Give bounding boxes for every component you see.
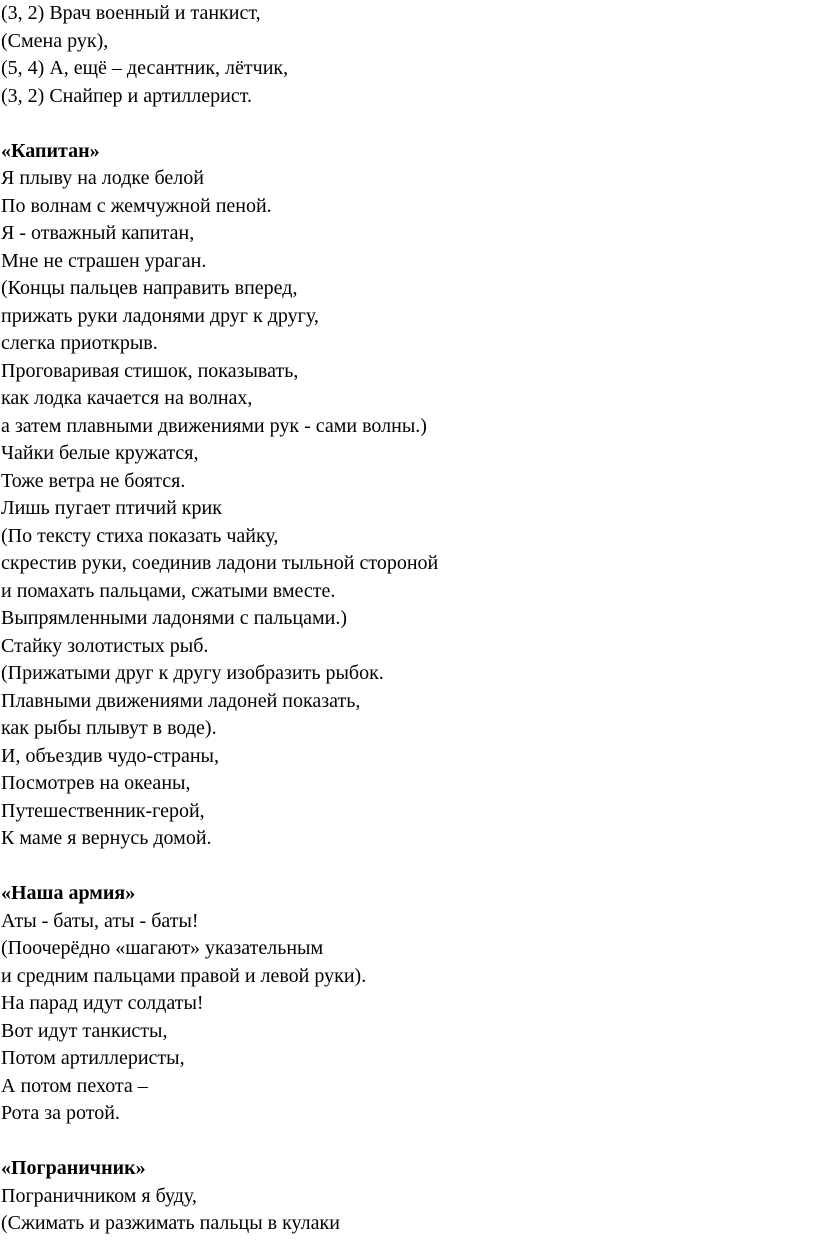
text-line: На парад идут солдаты! — [1, 992, 204, 1014]
text-line: Потом артиллеристы, — [1, 1047, 185, 1069]
text-line: как лодка качается на волнах, — [1, 387, 253, 409]
text-line: (По тексту стиха показать чайку, — [1, 524, 279, 547]
text-line: Вот идут танкисты, — [1, 1019, 168, 1042]
text-line: Стайку золотистых рыб. — [1, 634, 209, 657]
text-line: Аты - баты, аты - баты! — [1, 909, 199, 932]
blank-line — [1, 853, 801, 881]
text-line: и помахать пальцами, сжатыми вместе. — [1, 579, 336, 602]
blank-line — [1, 110, 801, 138]
section-title: «Капитан» — [1, 139, 100, 162]
text-line: как рыбы плывут в воде). — [1, 717, 217, 739]
text-line: (5, 4) А, ещё – десантник, лётчик, — [1, 57, 289, 79]
text-line: скрестив руки, соединив ладони тыльной стороной — [1, 552, 439, 574]
text-line: (3, 2) Снайпер и артиллерист. — [1, 84, 252, 107]
text-line: Рота за ротой. — [1, 1102, 120, 1124]
text-line: Путешественник-герой, — [1, 799, 205, 822]
text-line: слегка приоткрыв. — [1, 332, 158, 354]
section-captain — [1, 138, 801, 853]
text-line: (Концы пальцев направить вперед, — [1, 277, 298, 299]
section-title: «Наша армия» — [1, 882, 136, 904]
document-body — [1, 0, 801, 1238]
text-line: (Прижатыми друг к другу изобразить рыбок. — [1, 662, 384, 684]
text-line: К маме я вернусь домой. — [1, 827, 212, 849]
text-line: И, объездив чудо-страны, — [1, 744, 219, 767]
text-line: (Смена рук), — [1, 29, 109, 52]
text-line: Выпрямленными ладонями с пальцами.) — [1, 607, 348, 629]
section-border-guard — [1, 1155, 801, 1238]
text-line: Мне не страшен ураган. — [1, 249, 207, 272]
text-line: (Сжимать и разжимать пальцы в кулаки — [1, 1212, 340, 1234]
text-line: По волнам с жемчужной пеной. — [1, 194, 272, 217]
blank-line — [1, 1128, 801, 1156]
text-line: (3, 2) Врач военный и танкист, — [1, 2, 261, 24]
text-line: Я плыву на лодке белой — [1, 167, 204, 189]
text-line: Посмотрев на океаны, — [1, 772, 191, 794]
text-line: а затем плавными движениями рук - сами волны.) — [1, 414, 427, 437]
text-line: прижать руки ладонями друг к другу, — [1, 304, 319, 327]
text-line: Пограничником я буду, — [1, 1184, 197, 1207]
text-line: А потом пехота – — [1, 1074, 148, 1097]
text-line: Чайки белые кружатся, — [1, 442, 199, 464]
text-line: и средним пальцами правой и левой руки). — [1, 964, 367, 987]
section-army — [1, 880, 801, 1128]
section-title: «Пограничник» — [1, 1157, 146, 1179]
intro-block — [1, 0, 801, 110]
text-line: Плавными движениями ладоней показать, — [1, 689, 361, 712]
text-line: Тоже ветра не боятся. — [1, 469, 186, 492]
text-line: Я - отважный капитан, — [1, 222, 195, 244]
text-line: (Поочерёдно «шагают» указательным — [1, 937, 324, 959]
text-line: Проговаривая стишок, показывать, — [1, 359, 299, 382]
text-line: Лишь пугает птичий крик — [1, 497, 222, 519]
